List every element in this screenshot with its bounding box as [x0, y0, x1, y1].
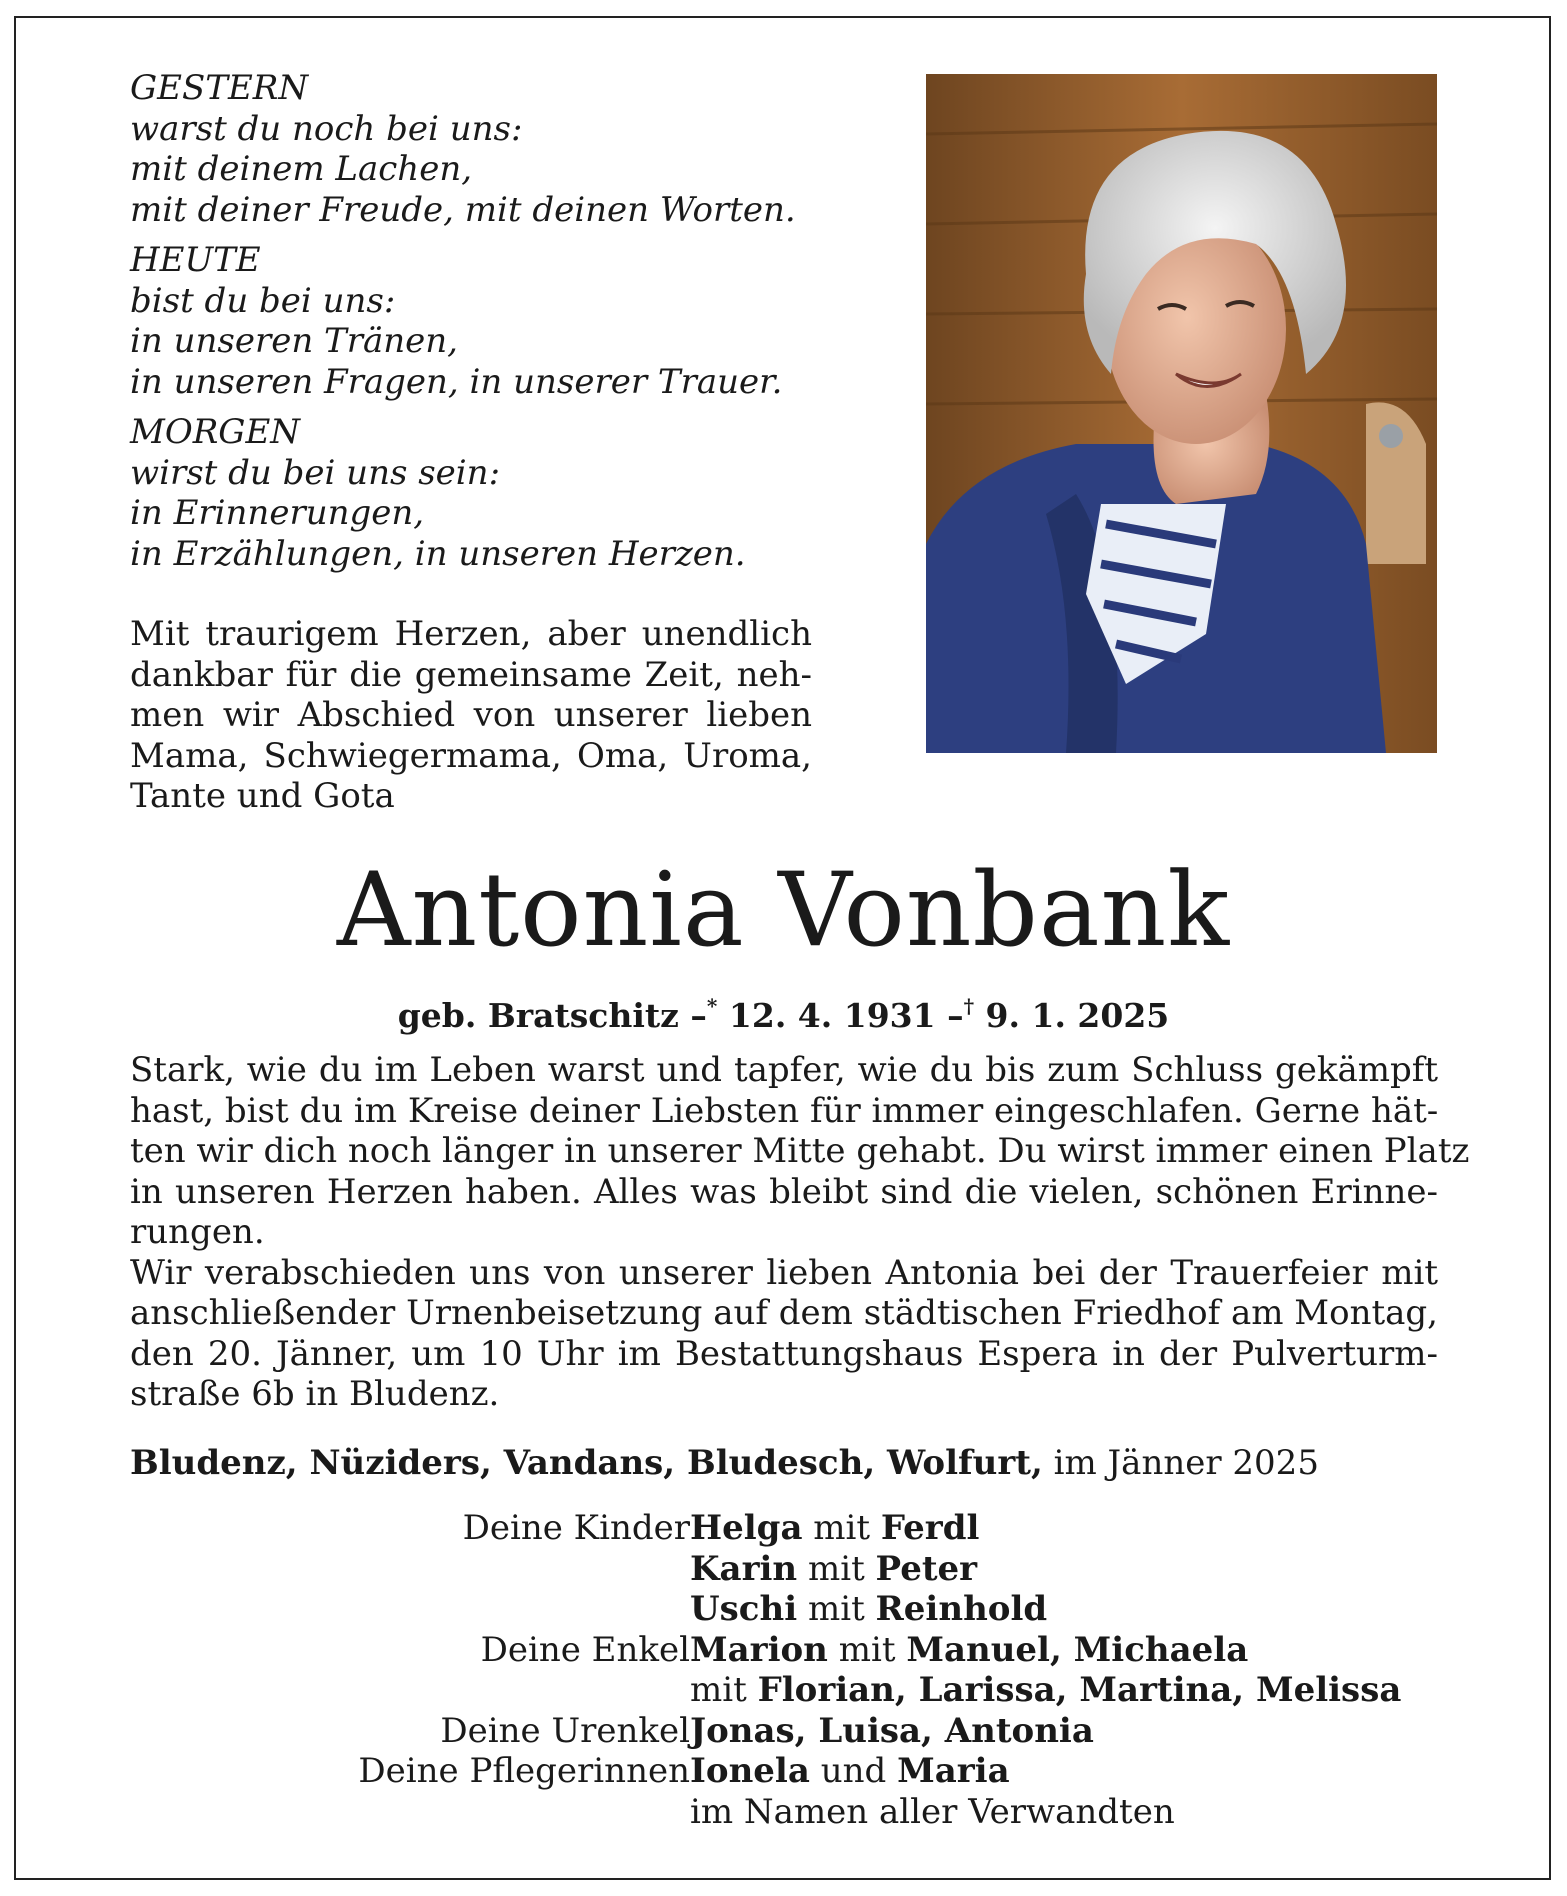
body-line: Stark, wie du im Leben warst und tapfer, wie du bis zum Schluss gekämpft	[130, 1050, 1438, 1090]
poem-line: mit deinem Lachen,	[130, 149, 473, 189]
connector: und	[809, 1751, 898, 1791]
deceased-name: Antonia Vonbank	[336, 851, 1231, 970]
poem	[130, 68, 820, 584]
poem-line: mit deiner Freude, mit deinen Worten.	[130, 189, 796, 230]
closing-line: im Namen aller Verwandten	[690, 1791, 1175, 1832]
person-name: Karin	[690, 1548, 798, 1589]
family-row-urenkel	[0, 1711, 1567, 1752]
family-row	[0, 1549, 1567, 1590]
intro-line: Mama, Schwiegermama, Oma, Uroma,	[130, 735, 812, 776]
family-names	[690, 1670, 1401, 1711]
family-names	[690, 1508, 979, 1549]
family-names	[690, 1549, 977, 1590]
person-name: Ferdl	[880, 1508, 980, 1548]
family-row-kinder	[0, 1508, 1567, 1549]
family-names	[690, 1630, 1248, 1671]
poem-stanza-heute	[130, 240, 820, 402]
family-names	[690, 1589, 1047, 1630]
person-name: Uschi	[690, 1589, 798, 1629]
body-line: straße 6b in Bludenz.	[130, 1374, 500, 1414]
birth-name: geb. Bratschitz	[397, 996, 679, 1035]
intro-paragraph	[130, 614, 812, 817]
body-text	[130, 1050, 1470, 1415]
family-label: Deine Urenkel	[440, 1710, 690, 1751]
connector: mit	[797, 1548, 876, 1589]
poem-line: in unseren Tränen,	[130, 321, 458, 361]
person-name: Maria	[897, 1751, 1010, 1791]
body-line: in unseren Herzen haben. Alles was bleibt sind die vielen, schönen Erinne-	[130, 1171, 1438, 1212]
family-names	[690, 1751, 1010, 1792]
person-name: Manuel, Michaela	[906, 1629, 1249, 1670]
poem-line: warst du noch bei uns:	[130, 108, 523, 149]
intro-line: dankbar für die gemeinsame Zeit, neh-	[130, 654, 812, 695]
portrait-image	[926, 74, 1437, 753]
person-name: Helga	[690, 1508, 803, 1548]
connector: mit	[827, 1629, 907, 1670]
life-dates	[0, 984, 1567, 1038]
body-line: rungen.	[130, 1212, 265, 1252]
death-date: 9. 1. 2025	[985, 996, 1170, 1035]
connector: mit	[802, 1508, 881, 1548]
separator: –	[947, 996, 964, 1035]
person-name: Reinhold	[875, 1589, 1048, 1629]
family-list	[0, 1508, 1567, 1832]
body-line: ten wir dich noch länger in unserer Mitte gehabt. Du wirst immer einen Platz	[130, 1131, 1470, 1171]
poem-line: wirst du bei uns sein:	[130, 452, 501, 493]
portrait-photo	[926, 74, 1437, 753]
family-row-closing	[0, 1792, 1567, 1833]
separator: –	[690, 996, 707, 1035]
birth-date: 12. 4. 1931	[728, 996, 936, 1035]
place-date	[130, 1442, 1438, 1484]
person-name: Florian, Larissa, Martina, Melissa	[757, 1670, 1402, 1710]
family-label: Deine Pflegerinnen	[358, 1751, 690, 1791]
towns: Bludenz, Nüziders, Vandans, Bludesch, Wolfurt,	[130, 1443, 1043, 1483]
poem-line: in unseren Fragen, in unserer Trauer.	[130, 361, 783, 402]
birth-mark: *	[706, 994, 718, 1018]
poem-stanza-gestern	[130, 68, 820, 230]
family-row	[0, 1589, 1567, 1630]
intro-line: Mit traurigem Herzen, aber unendlich	[130, 614, 812, 654]
death-mark: †	[963, 994, 975, 1018]
body-line: hast, bist du im Kreise deiner Liebsten für immer eingeschlafen. Gerne hät-	[130, 1090, 1439, 1131]
intro-line: men wir Abschied von unserer lieben	[130, 695, 812, 735]
family-label: Deine Enkel	[480, 1629, 690, 1670]
family-label: Deine Kinder	[462, 1508, 690, 1548]
poem-line: in Erinnerungen,	[130, 493, 425, 533]
intro-line: Tante und Gota	[130, 776, 395, 816]
body-line: anschließender Urnenbeisetzung auf dem städtischen Friedhof am Montag,	[130, 1293, 1438, 1333]
poem-line: HEUTE	[130, 240, 261, 280]
family-row-pflegerinnen	[0, 1751, 1567, 1792]
connector: mit	[690, 1670, 758, 1710]
connector: mit	[797, 1589, 876, 1629]
person-name: Ionela	[690, 1751, 810, 1791]
family-row-enkel	[0, 1630, 1567, 1671]
person-name: Peter	[875, 1548, 978, 1589]
poem-line: in Erzählungen, in unseren Herzen.	[130, 533, 746, 574]
person-name: Jonas, Luisa, Antonia	[690, 1710, 1094, 1751]
family-row	[0, 1670, 1567, 1711]
family-names	[690, 1711, 1094, 1752]
month-year: im Jänner 2025	[1042, 1443, 1319, 1483]
poem-line: MORGEN	[130, 412, 301, 452]
poem-stanza-morgen	[130, 412, 820, 574]
body-line: Wir verabschieden uns von unserer lieben Antonia bei der Trauerfeier mit	[130, 1252, 1438, 1293]
body-line: den 20. Jänner, um 10 Uhr im Bestattungshaus Espera in der Pulverturm-	[130, 1333, 1438, 1374]
poem-line: GESTERN	[130, 68, 309, 108]
person-name: Marion	[690, 1629, 828, 1670]
poem-line: bist du bei uns:	[130, 280, 396, 321]
